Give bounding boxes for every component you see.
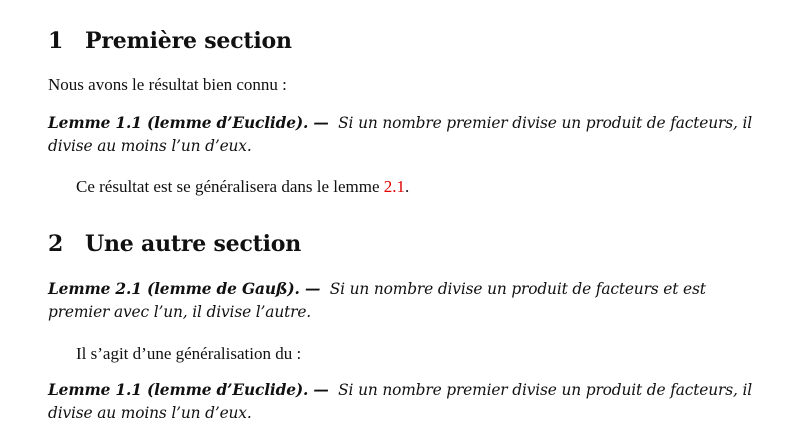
- section-2-title: Une autre section: [85, 231, 302, 257]
- section-1-followup-text: Ce résultat est se généralisera dans le lemme: [76, 177, 384, 196]
- lemma-1-1-body: Si un nombre premier divise un produit de facteurs, il divise au moins l’un d’eux.: [48, 114, 752, 155]
- section-2-followup: Il s’agit d’une généralisation du :: [76, 344, 302, 363]
- section-1-followup-end: .: [405, 177, 410, 196]
- lemma-1-1-repeat-body: Si un nombre premier divise un produit de facteurs, il divise au moins l’un d’eux.: [48, 381, 752, 422]
- section-1-intro: Nous avons le résultat bien connu :: [48, 75, 287, 94]
- lemma-2-1-head: Lemme 2.1 (lemme de Gauß). —: [48, 280, 321, 298]
- section-1-title: Première section: [85, 28, 292, 54]
- section-1-followup: [48, 176, 800, 198]
- section-1-number: 1: [48, 28, 64, 54]
- lemma-1-1-repeat-head: Lemme 1.1 (lemme d’Euclide). —: [48, 381, 329, 399]
- lemma-2-1-body: Si un nombre divise un produit de facteurs et est premier avec l’un, il divise l’autre.: [48, 280, 706, 321]
- lemma-1-1: [48, 112, 768, 158]
- lemma-2-1: [48, 278, 768, 324]
- lemma-1-1-repeat: [48, 379, 768, 425]
- lemma-2-1-reference-link[interactable]: 2.1: [383, 177, 406, 196]
- lemma-1-1-head: Lemme 1.1 (lemme d’Euclide). —: [48, 114, 329, 132]
- section-2-heading: [48, 231, 301, 257]
- section-1-heading: [48, 28, 292, 54]
- section-2-number: 2: [48, 231, 64, 257]
